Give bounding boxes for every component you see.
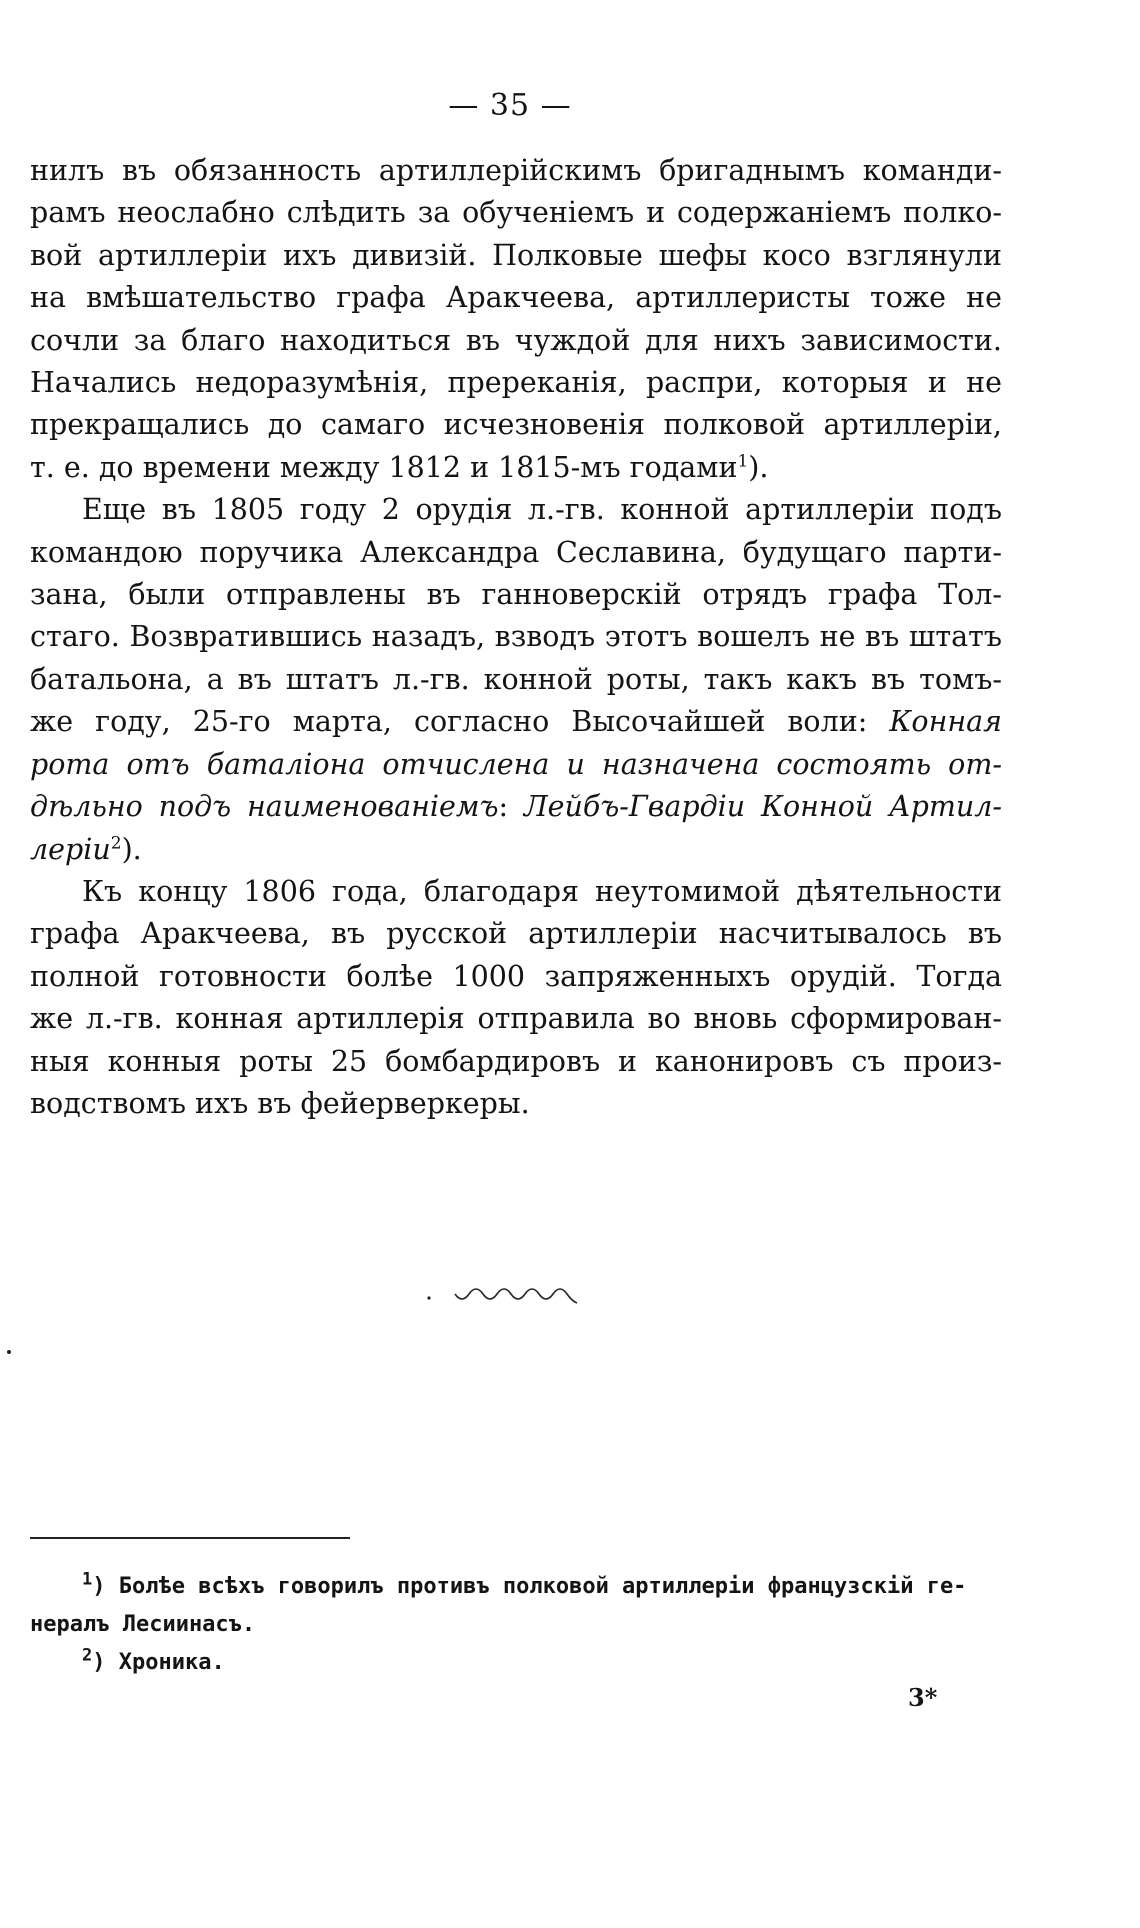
italic-fragment: Конная: [889, 705, 1002, 739]
footnotes: [30, 1568, 1002, 1682]
text-line: графа Аракчеева, въ русской артиллеріи насчитывалось въ: [30, 917, 1002, 951]
text-line: прекращались до самаго исчезновенія полковой артиллеріи,: [30, 408, 1002, 442]
italic-fragment: леріи: [30, 832, 111, 866]
footnote-1: [30, 1568, 1002, 1606]
page-number: — 35 —: [448, 88, 572, 123]
text-line: рамъ неослабно слѣдить за обученіемъ и содержаніемъ полко-: [30, 196, 1002, 230]
footnote-2: [30, 1644, 1002, 1682]
text-line: на вмѣшательство графа Аракчеева, артиллеристы тоже не: [30, 281, 1002, 315]
text-line: сочли за благо находиться въ чуждой для нихъ зависимости.: [30, 323, 1002, 357]
text-line: нилъ въ обязанность артиллерійскимъ бригаднымъ команди-: [30, 154, 1002, 187]
text-fragment: ).: [748, 450, 769, 484]
body-text: [30, 150, 1002, 1125]
footnote-ref: 1: [737, 451, 749, 472]
text-line: [30, 829, 1002, 871]
text-line: же л.-гв. конная артиллерія отправила во вновь сформирован-: [30, 1002, 1002, 1036]
paragraph-1: [30, 150, 1002, 489]
paragraph-3: [30, 871, 1002, 1125]
footnote-mark: 2: [82, 1645, 93, 1666]
text-line: командою поручика Александра Сеславина, будущаго парти-: [30, 535, 1002, 569]
footnote-text: ) Болѣе всѣхъ говорилъ противъ полковой артиллеріи французскій ге-: [92, 1574, 967, 1599]
paragraph-2: [30, 489, 1002, 871]
text-line: батальона, а въ штатъ л.-гв. конной роты, такъ какъ въ томъ-: [30, 662, 1002, 696]
print-speck: [7, 1350, 11, 1354]
text-line: [30, 447, 1002, 489]
text-line: ныя конныя роты 25 бомбардировъ и канонировъ съ произ-: [30, 1044, 1002, 1078]
text-fragment: же году, 25-го марта, согласно Высочайшей воли:: [30, 705, 890, 739]
footnote-ref: 2: [110, 833, 122, 853]
text-line: Еще въ 1805 году 2 орудія л.-гв. конной артиллеріи подъ: [82, 493, 1002, 527]
footnote-mark: 1: [82, 1569, 93, 1590]
footnote-divider: [30, 1537, 350, 1539]
text-line: вой артиллеріи ихъ дивизій. Полковые шефы косо взглянули: [30, 238, 1002, 272]
text-line: зана, были отправлены въ ганноверскій отрядъ графа Тол-: [30, 578, 1002, 612]
text-line: Къ концу 1806 года, благодаря неутомимой дѣятельности: [82, 874, 1002, 908]
sheet-signature: 3*: [908, 1683, 938, 1712]
text-line: [30, 701, 1002, 743]
text-line: водствомъ ихъ въ фейерверкеры.: [30, 1086, 530, 1120]
footnote-text: ) Хроника.: [92, 1650, 225, 1675]
text-fragment: ).: [121, 832, 142, 866]
wavy-ornament-icon: [425, 1280, 605, 1310]
text-line: стаго. Возвратившись назадъ, взводъ этотъ вошелъ не въ штатъ: [30, 620, 1002, 654]
text-fragment: :: [498, 790, 524, 824]
text-line: Начались недоразумѣнія, пререканія, распри, которыя и не: [30, 366, 1002, 400]
italic-fragment: дѣльно подъ наименованіемъ: [30, 790, 499, 824]
text-line: [30, 786, 1002, 828]
text-fragment: т. е. до времени между 1812 и 1815-мъ годами: [30, 450, 738, 484]
italic-line: рота отъ баталіона отчислена и назначена состоять от-: [30, 747, 1002, 781]
text-line: полной готовности болѣе 1000 запряженныхъ орудій. Тогда: [30, 959, 1002, 993]
italic-fragment: Лейбъ-Гвардіи Конной Артил-: [523, 790, 1002, 824]
footnote-1-continued: нералъ Лесиинасъ.: [30, 1612, 256, 1637]
